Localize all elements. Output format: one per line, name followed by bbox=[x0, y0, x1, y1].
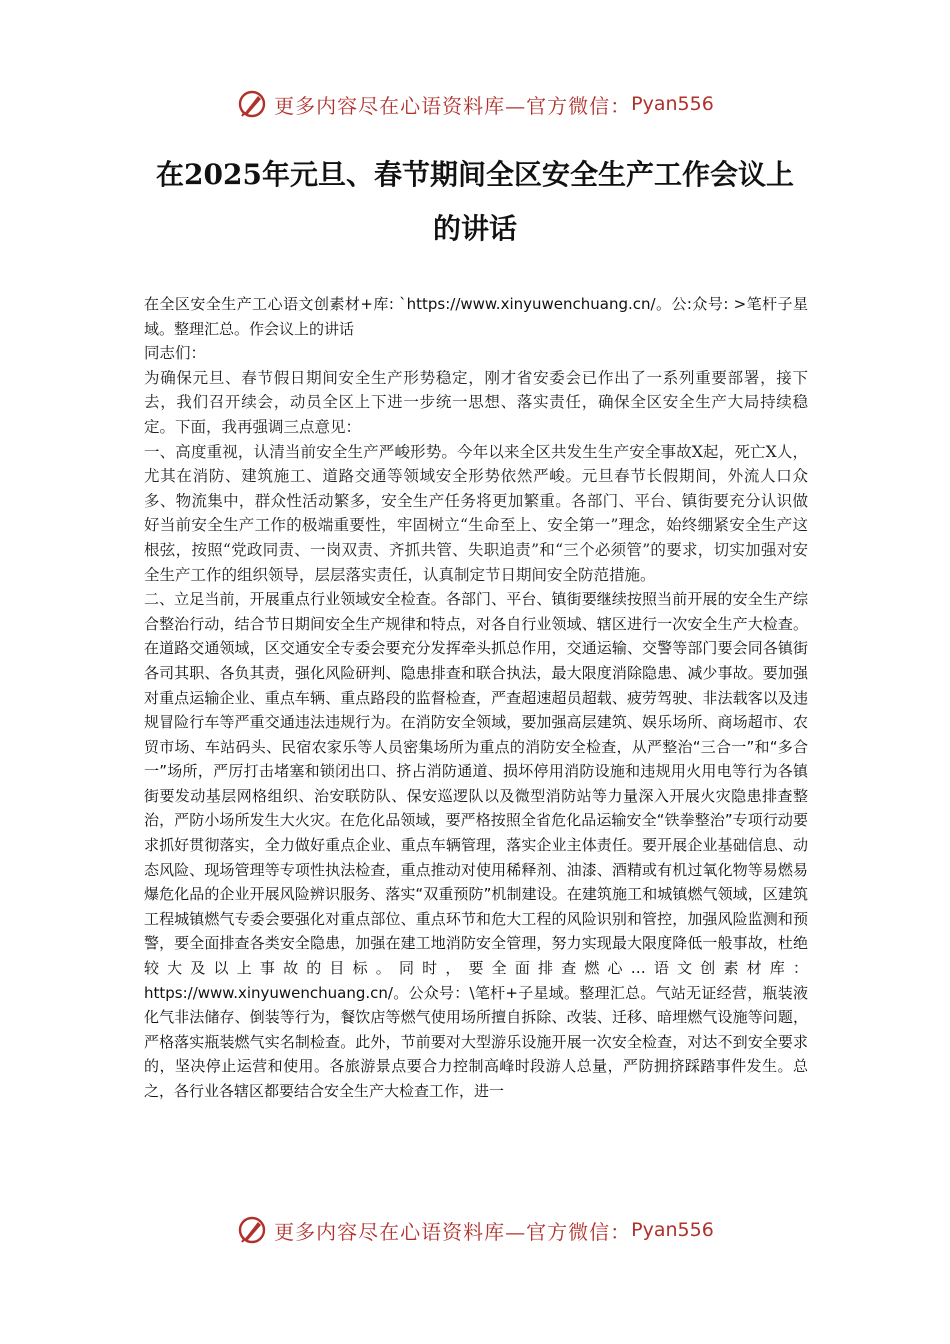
pen-logo-icon bbox=[236, 88, 268, 120]
header-banner bbox=[0, 84, 950, 124]
pen-logo-icon bbox=[236, 1214, 268, 1246]
intro-paragraph: 为确保元旦、春节假日期间安全生产形势稳定，刚才省安委会已作出了一系列重要部署，接下去，我们召开续会，动员全区上下进一步统一思想、落实责任，确保全区安全生产大局持续稳定。下面，我再强调三点意见： bbox=[144, 368, 808, 436]
banner-text: 更多内容尽在心语资料库—官方微信： bbox=[274, 1219, 632, 1244]
point-two-paragraph: 二、立足当前，开展重点行业领域安全检查。各部门、平台、镇街要继续按照当前开展的安全生产综合整治行动，结合节日期间安全生产规律和特点，对各自行业领域、辖区进行一次安全生产大检查。在道路交通领域，区交通安全专委会要充分发挥牵头抓总作用，交通运输、交警等部门要会同各镇街各司其职、各负其责，强化风险研判、隐患排查和联合执法，最大限度消除隐患、减少事故。要加强对重点运输企业、重点车辆、重点路段的监督检查，严查超速超员超载、疲劳驾驶、非法载客以及违规冒险行车等严重交通违法违规行为。在消防安全领域，要加强高层建筑、娱乐场所、商场超市、农贸市场、车站码头、民宿农家乐等人员密集场所为重点的消防安全检查，从严整治“三合一”和“多合一”场所，严厉打击堵塞和锁闭出口、挤占消防通道、损坏停用消防设施和违规用火用电等行为各镇街要发动基层网格组织、治安联防队、保安巡逻队以及微型消防站等力量深入开展火灾隐患排查整治，严防小场所发生大火灾。在危化品领域，要严格按照全省危化品运输安全“铁拳整治”专项行动要求抓好贯彻落实，全力做好重点企业、重点车辆管理，落实企业主体责任。要开展企业基础信息、动态风险、现场管理等专项性执法检查，重点推动对使用稀释剂、油漆、酒精或有机过氧化物等易燃易爆危化品的企业开展风险辨识服务、落实“双重预防”机制建设。在建筑施工和城镇燃气领域，区建筑工程城镇燃气专委会要强化对重点部位、重点环节和危大工程的风险识别和管控，加强风险监测和预警，要全面排查各类安全隐患，加强在建工地消防安全管理，努力实现最大限度降低一般事故，杜绝较大及以上事故的目标。同时，要全面排查燃心…语文创素材库：https://www.xinyuwenchuang.cn/。公众号：\笔杆+子星域。整理汇总。气站无证经营，瓶装液化气非法储存、倒装等行为，餐饮店等燃气使用场所擅自拆除、改装、迁移、暗埋燃气设施等问题，严格落实瓶装燃气实名制检查。此外，节前要对大型游乐设施开展一次安全检查，对达不到安全要求的，坚决停止运营和使用。各旅游景点要合力控制高峰时段游人总量，严防拥挤踩踏事件发生。总之，各行业各辖区都要结合安全生产大检查工作，进一 bbox=[144, 590, 808, 1100]
title-line-2: 的讲话 bbox=[432, 212, 517, 245]
salutation: 同志们： bbox=[144, 344, 207, 363]
footer-banner bbox=[0, 1210, 950, 1250]
banner-text: 更多内容尽在心语资料库—官方微信： bbox=[274, 93, 632, 118]
point-one-paragraph: 一、高度重视，认清当前安全生产严峻形势。今年以来全区共发生生产安全事故X起，死亡X人，尤其在消防、建筑施工、道路交通等领域安全形势依然严峻。元旦春节长假期间，外流人口众多、物流集中，群众性活动繁多，安全生产任务将更加繁重。各部门、平台、镇街要充分认识做好当前安全生产工作的极端重要性，牢固树立“生命至上、安全第一”理念，始终绷紧安全生产这根弦，按照“党政同责、一岗双责、齐抓共管、失职追责”和“三个必须管”的要求，切实加强对安全生产工作的组织领导，层层落实责任，认真制定节日期间安全防范措施。 bbox=[144, 442, 808, 584]
document-body bbox=[144, 292, 808, 1104]
page-title bbox=[130, 148, 820, 256]
title-line-1: 在2025年元旦、春节期间全区安全生产工作会议上 bbox=[156, 158, 794, 191]
banner-wechat-id: Pyan556 bbox=[631, 1219, 714, 1241]
banner-wechat-id: Pyan556 bbox=[631, 93, 714, 115]
source-line: 在全区安全生产工心语文创素材+库: `https://www.xinyuwenchuang.cn/。公:众号: >笔杆子星域。整理汇总。作会议上的讲话 bbox=[144, 295, 808, 338]
